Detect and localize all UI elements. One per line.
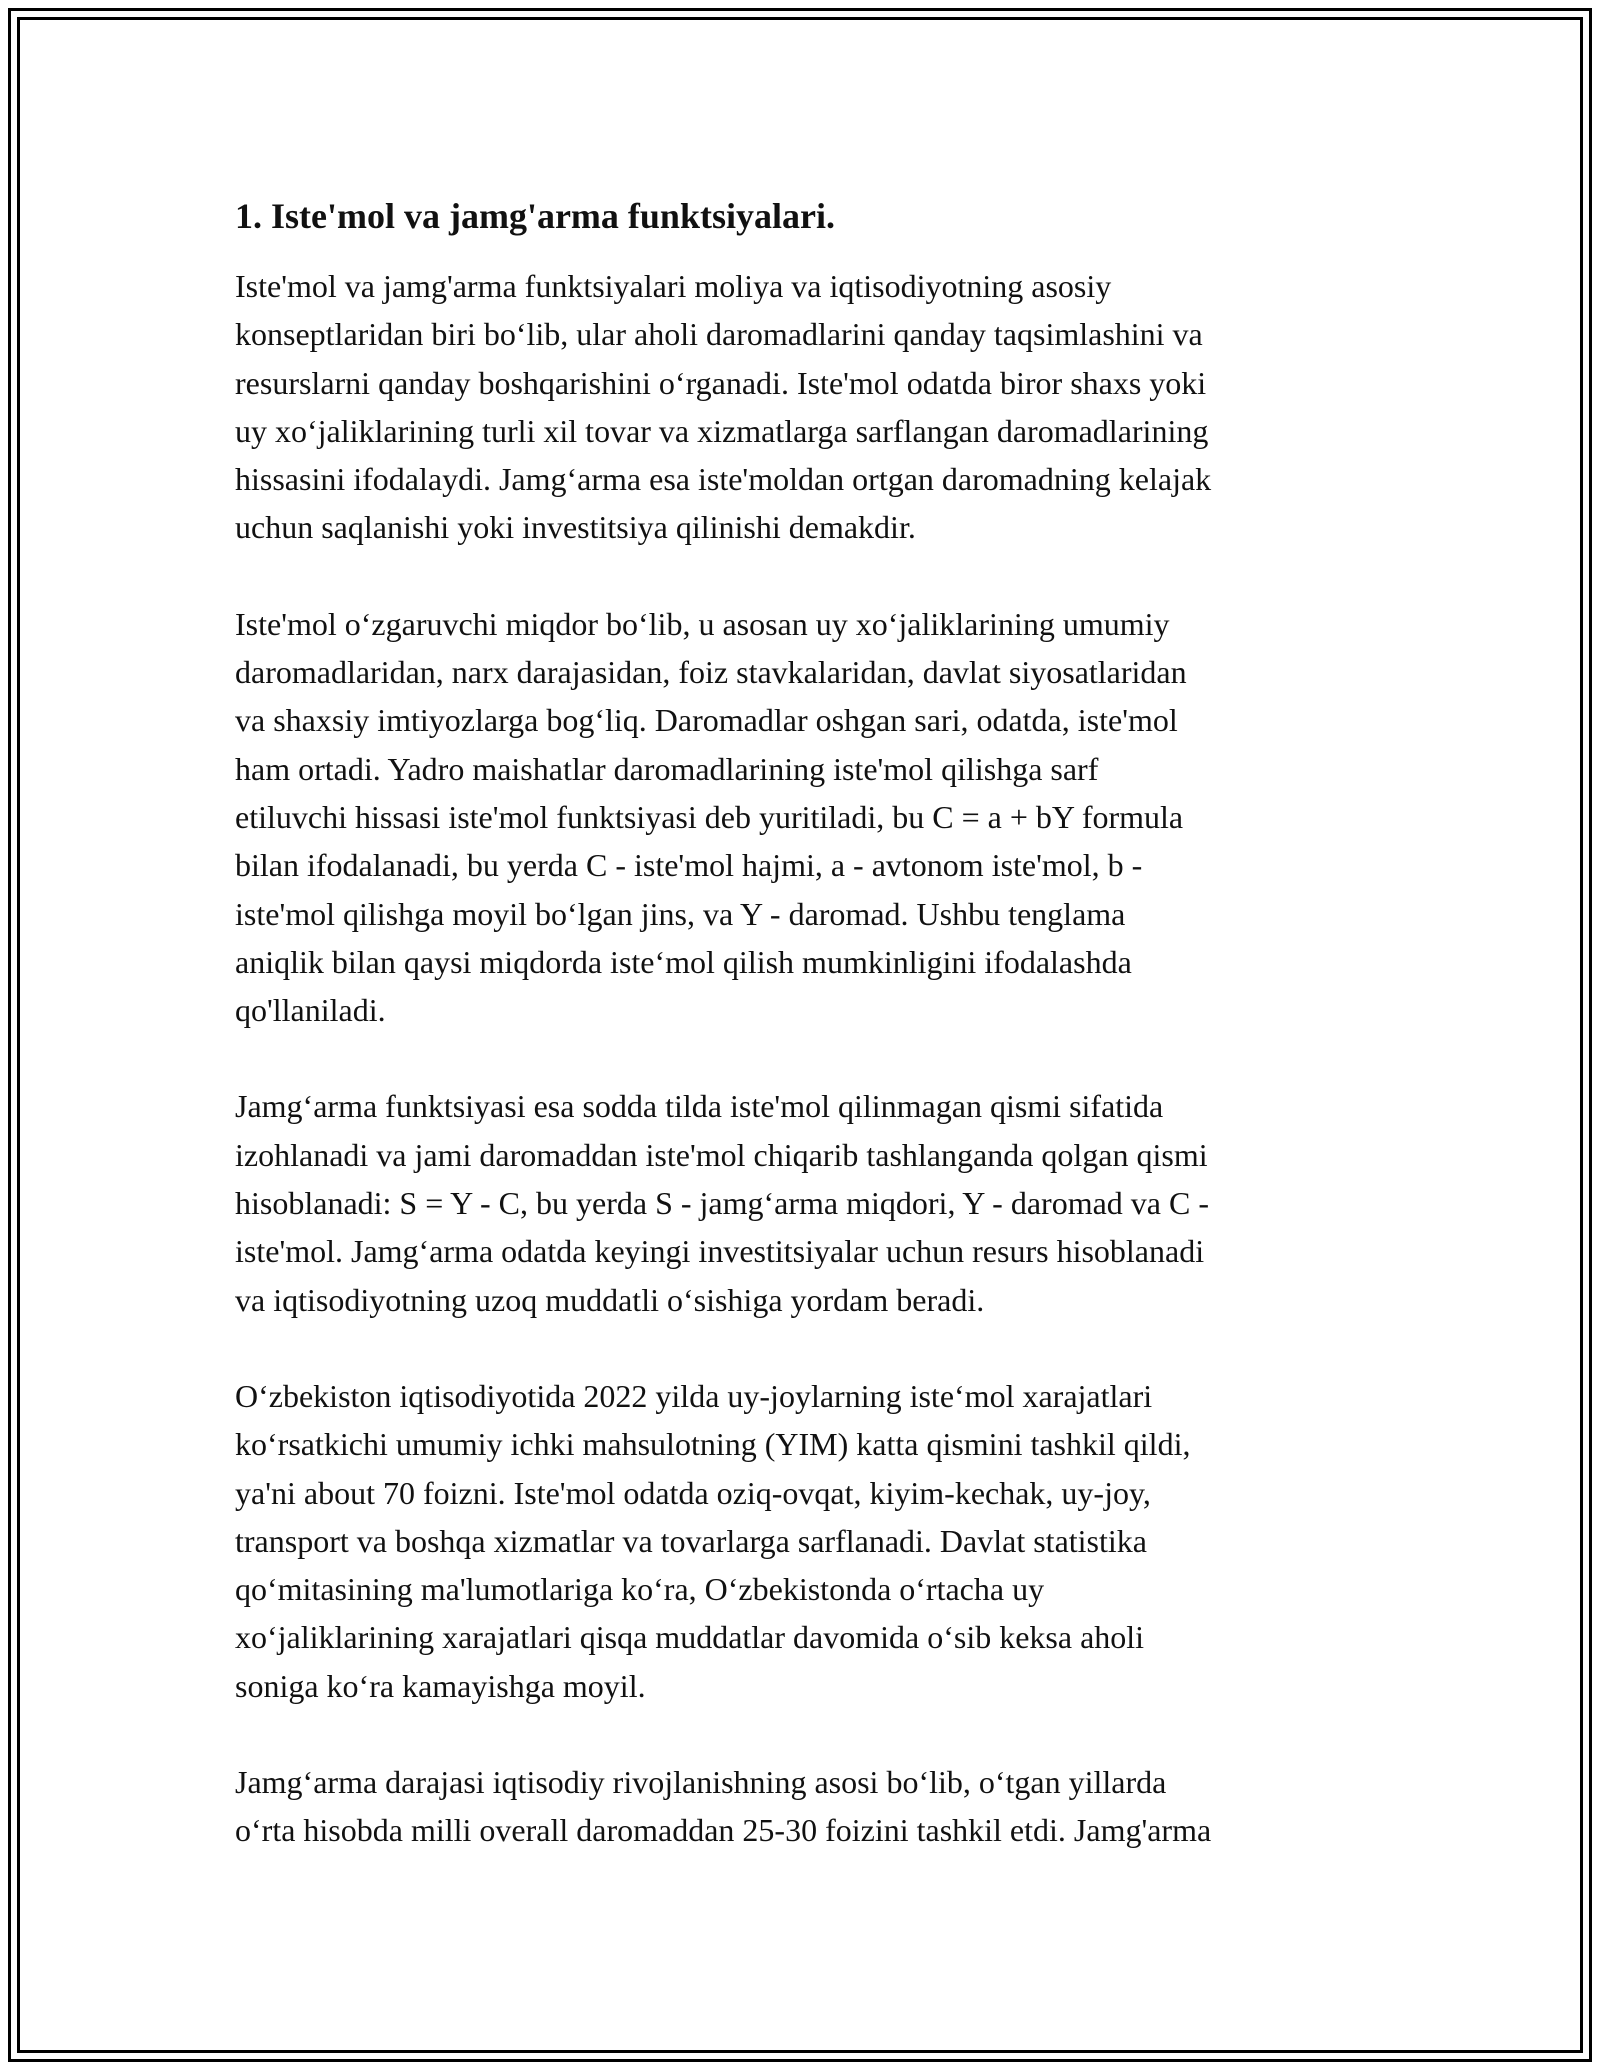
paragraph-consumption-function: Iste'mol o‘zgaruvchi miqdor bo‘lib, u asosan uy xo‘jaliklarining umumiy daromadlaridan, narx darajasidan, foiz stavkalaridan, davlat siyosatlaridan va shaxsiy imtiyozlarga bog‘liq. Daromadlar oshgan sari, odatda, iste'mol ham ortadi. Yadro maishatlar daromadlarining iste'mol qilishga sarf etiluvchi hissasi iste'mol funktsiyasi deb yuritiladi, bu C = a + bY formula bilan ifodalanadi, bu yerda C - iste'mol hajmi, a - avtonom iste'mol, b - iste'mol qilishga moyil bo‘lgan jins, va Y - daromad. Ushbu tenglama aniqlik bilan qaysi miqdorda iste‘mol qilish mumkinligini ifodalashda qo'llaniladi. xyxy=(235,605,1187,1029)
document-body xyxy=(235,190,1365,1903)
paragraph-saving-level: Jamg‘arma darajasi iqtisodiy rivojlanishning asosi bo‘lib, o‘tgan yillarda o‘rta hisobda milli overall daromaddan 25-30 foizini tashkil etdi. Jamg'arma xyxy=(235,1764,1212,1849)
section-heading: 1. Iste'mol va jamg'arma funktsiyalari. xyxy=(235,196,835,236)
paragraph-list xyxy=(235,262,1365,1855)
paragraph-uzbekistan-consumption: O‘zbekiston iqtisodiyotida 2022 yilda uy-joylarning iste‘mol xarajatlari ko‘rsatkichi umumiy ichki mahsulotning (YIM) katta qismini tashkil qildi, ya'ni about 70 foizni. Iste'mol odatda oziq-ovqat, kiyim-kechak, uy-joy, transport va boshqa xizmatlar va tovarlarga sarflanadi. Davlat statistika qo‘mitasining ma'lumotlariga ko‘ra, O‘zbekistonda o‘rtacha uy xo‘jaliklarining xarajatlari qisqa muddatlar davomida o‘sib keksa aholi soniga ko‘ra kamayishga moyil. xyxy=(235,1377,1191,1704)
paragraph-consumption-saving-intro: Iste'mol va jamg'arma funktsiyalari moliya va iqtisodiyotning asosiy konseptlaridan biri bo‘lib, ular aholi daromadlarini qanday taqsimlashini va resurslarni qanday boshqarishini o‘rganadi. Iste'mol odatda biror shaxs yoki uy xo‘jaliklarining turli xil tovar va xizmatlarga sarflangan daromadlarining hissasini ifodalaydi. Jamg‘arma esa iste'moldan ortgan daromadning kelajak uchun saqlanishi yoki investitsiya qilinishi demakdir. xyxy=(235,268,1212,546)
paragraph-saving-function: Jamg‘arma funktsiyasi esa sodda tilda iste'mol qilinmagan qismi sifatida izohlanadi va jami daromaddan iste'mol chiqarib tashlanganda qolgan qismi hisoblanadi: S = Y - C, bu yerda S - jamg‘arma miqdori, Y - daromad va C - iste'mol. Jamg‘arma odatda keyingi investitsiyalar uchun resurs hisoblanadi va iqtisodiyotning uzoq muddatli o‘sishiga yordam beradi. xyxy=(235,1088,1209,1318)
